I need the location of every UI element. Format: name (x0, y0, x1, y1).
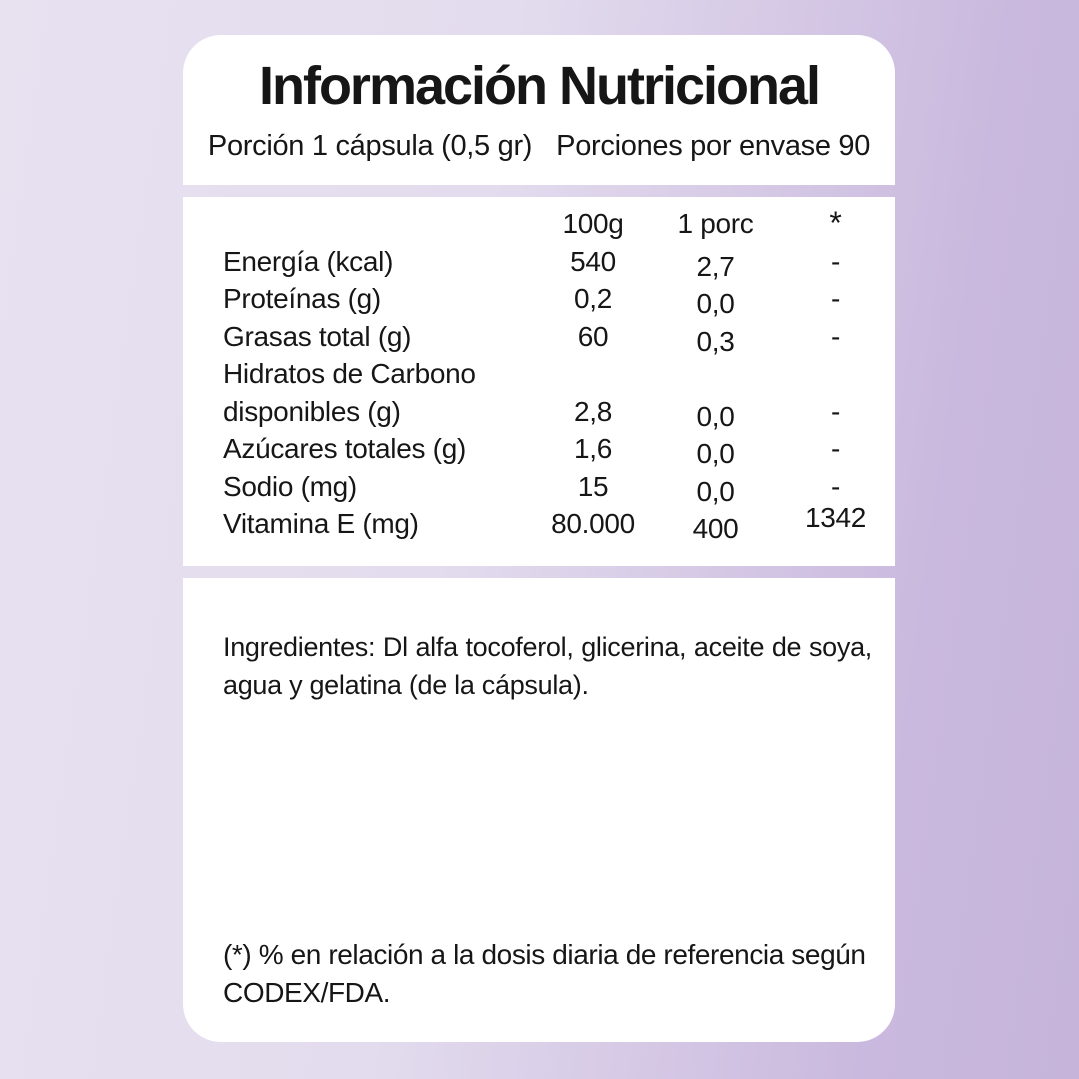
column-header-nutrient (223, 205, 533, 243)
nutrition-table-body (183, 243, 895, 543)
nutrient-label: Grasas total (g) (223, 320, 412, 352)
daily-reference-footnote: (*) % en relación a la dosis diaria de referencia según CODEX/FDA. (223, 939, 866, 1008)
ingredients-card (183, 578, 895, 1042)
table-row (183, 318, 895, 356)
value-per-100g: 15 (577, 470, 609, 502)
value-daily-ref: - (830, 320, 841, 352)
nutrient-label: disponibles (g) (223, 395, 401, 427)
nutrient-label: Energía (kcal) (223, 245, 394, 277)
nutrition-table-card (183, 197, 895, 566)
value-daily-ref: 1342 (804, 502, 867, 533)
header-card (183, 35, 895, 185)
value-per-100g: 1,6 (573, 433, 613, 464)
value-daily-ref: - (830, 433, 841, 464)
value-daily-ref: - (830, 470, 841, 502)
servings-per-container: Porciones por envase 90 (556, 130, 871, 162)
table-row (183, 393, 895, 431)
column-header-per-serving: 1 porc (677, 208, 754, 239)
value-per-100g: 540 (570, 245, 616, 277)
serving-info (183, 128, 895, 164)
table-row (183, 243, 895, 281)
value-per-100g: 2,8 (573, 395, 613, 427)
value-per-serving: 2,7 (696, 250, 735, 282)
value-per-serving (653, 360, 778, 398)
table-row (183, 502, 895, 544)
value-per-serving: 0,0 (696, 475, 735, 507)
portion-size: Porción 1 cápsula (0,5 gr) (207, 130, 533, 162)
value-per-100g: 60 (577, 320, 609, 352)
column-header-daily-ref: * (829, 205, 842, 241)
value-daily-ref: - (830, 245, 841, 277)
table-row (183, 280, 895, 318)
value-per-100g (533, 355, 653, 393)
value-per-serving: 0,0 (696, 288, 735, 319)
value-per-100g: 80.000 (551, 508, 635, 539)
value-daily-ref (778, 355, 893, 393)
nutrient-label: Sodio (mg) (223, 470, 357, 502)
value-per-100g: 0,2 (573, 283, 613, 314)
value-per-serving: 0,0 (696, 400, 735, 432)
nutrient-label: Hidratos de Carbono (223, 358, 476, 389)
nutrition-label (183, 35, 895, 1042)
column-header-per-100g: 100g (562, 208, 624, 239)
table-row (183, 355, 895, 393)
table-row (183, 430, 895, 468)
ingredients-text: Ingredientes: Dl alfa tocoferol, glicerina, aceite de soya, agua y gelatina (de la cápsula). (223, 632, 872, 700)
nutrient-label: Vitamina E (mg) (223, 508, 419, 539)
page-title: Información Nutricional (258, 56, 820, 116)
table-header-row (183, 205, 895, 243)
value-daily-ref: - (830, 395, 841, 427)
value-per-serving: 400 (692, 513, 739, 544)
nutrient-label: Azúcares totales (g) (223, 433, 466, 464)
value-per-serving: 0,0 (696, 438, 735, 469)
value-per-serving: 0,3 (696, 325, 735, 357)
value-daily-ref: - (830, 283, 841, 314)
nutrient-label: Proteínas (g) (223, 283, 381, 314)
